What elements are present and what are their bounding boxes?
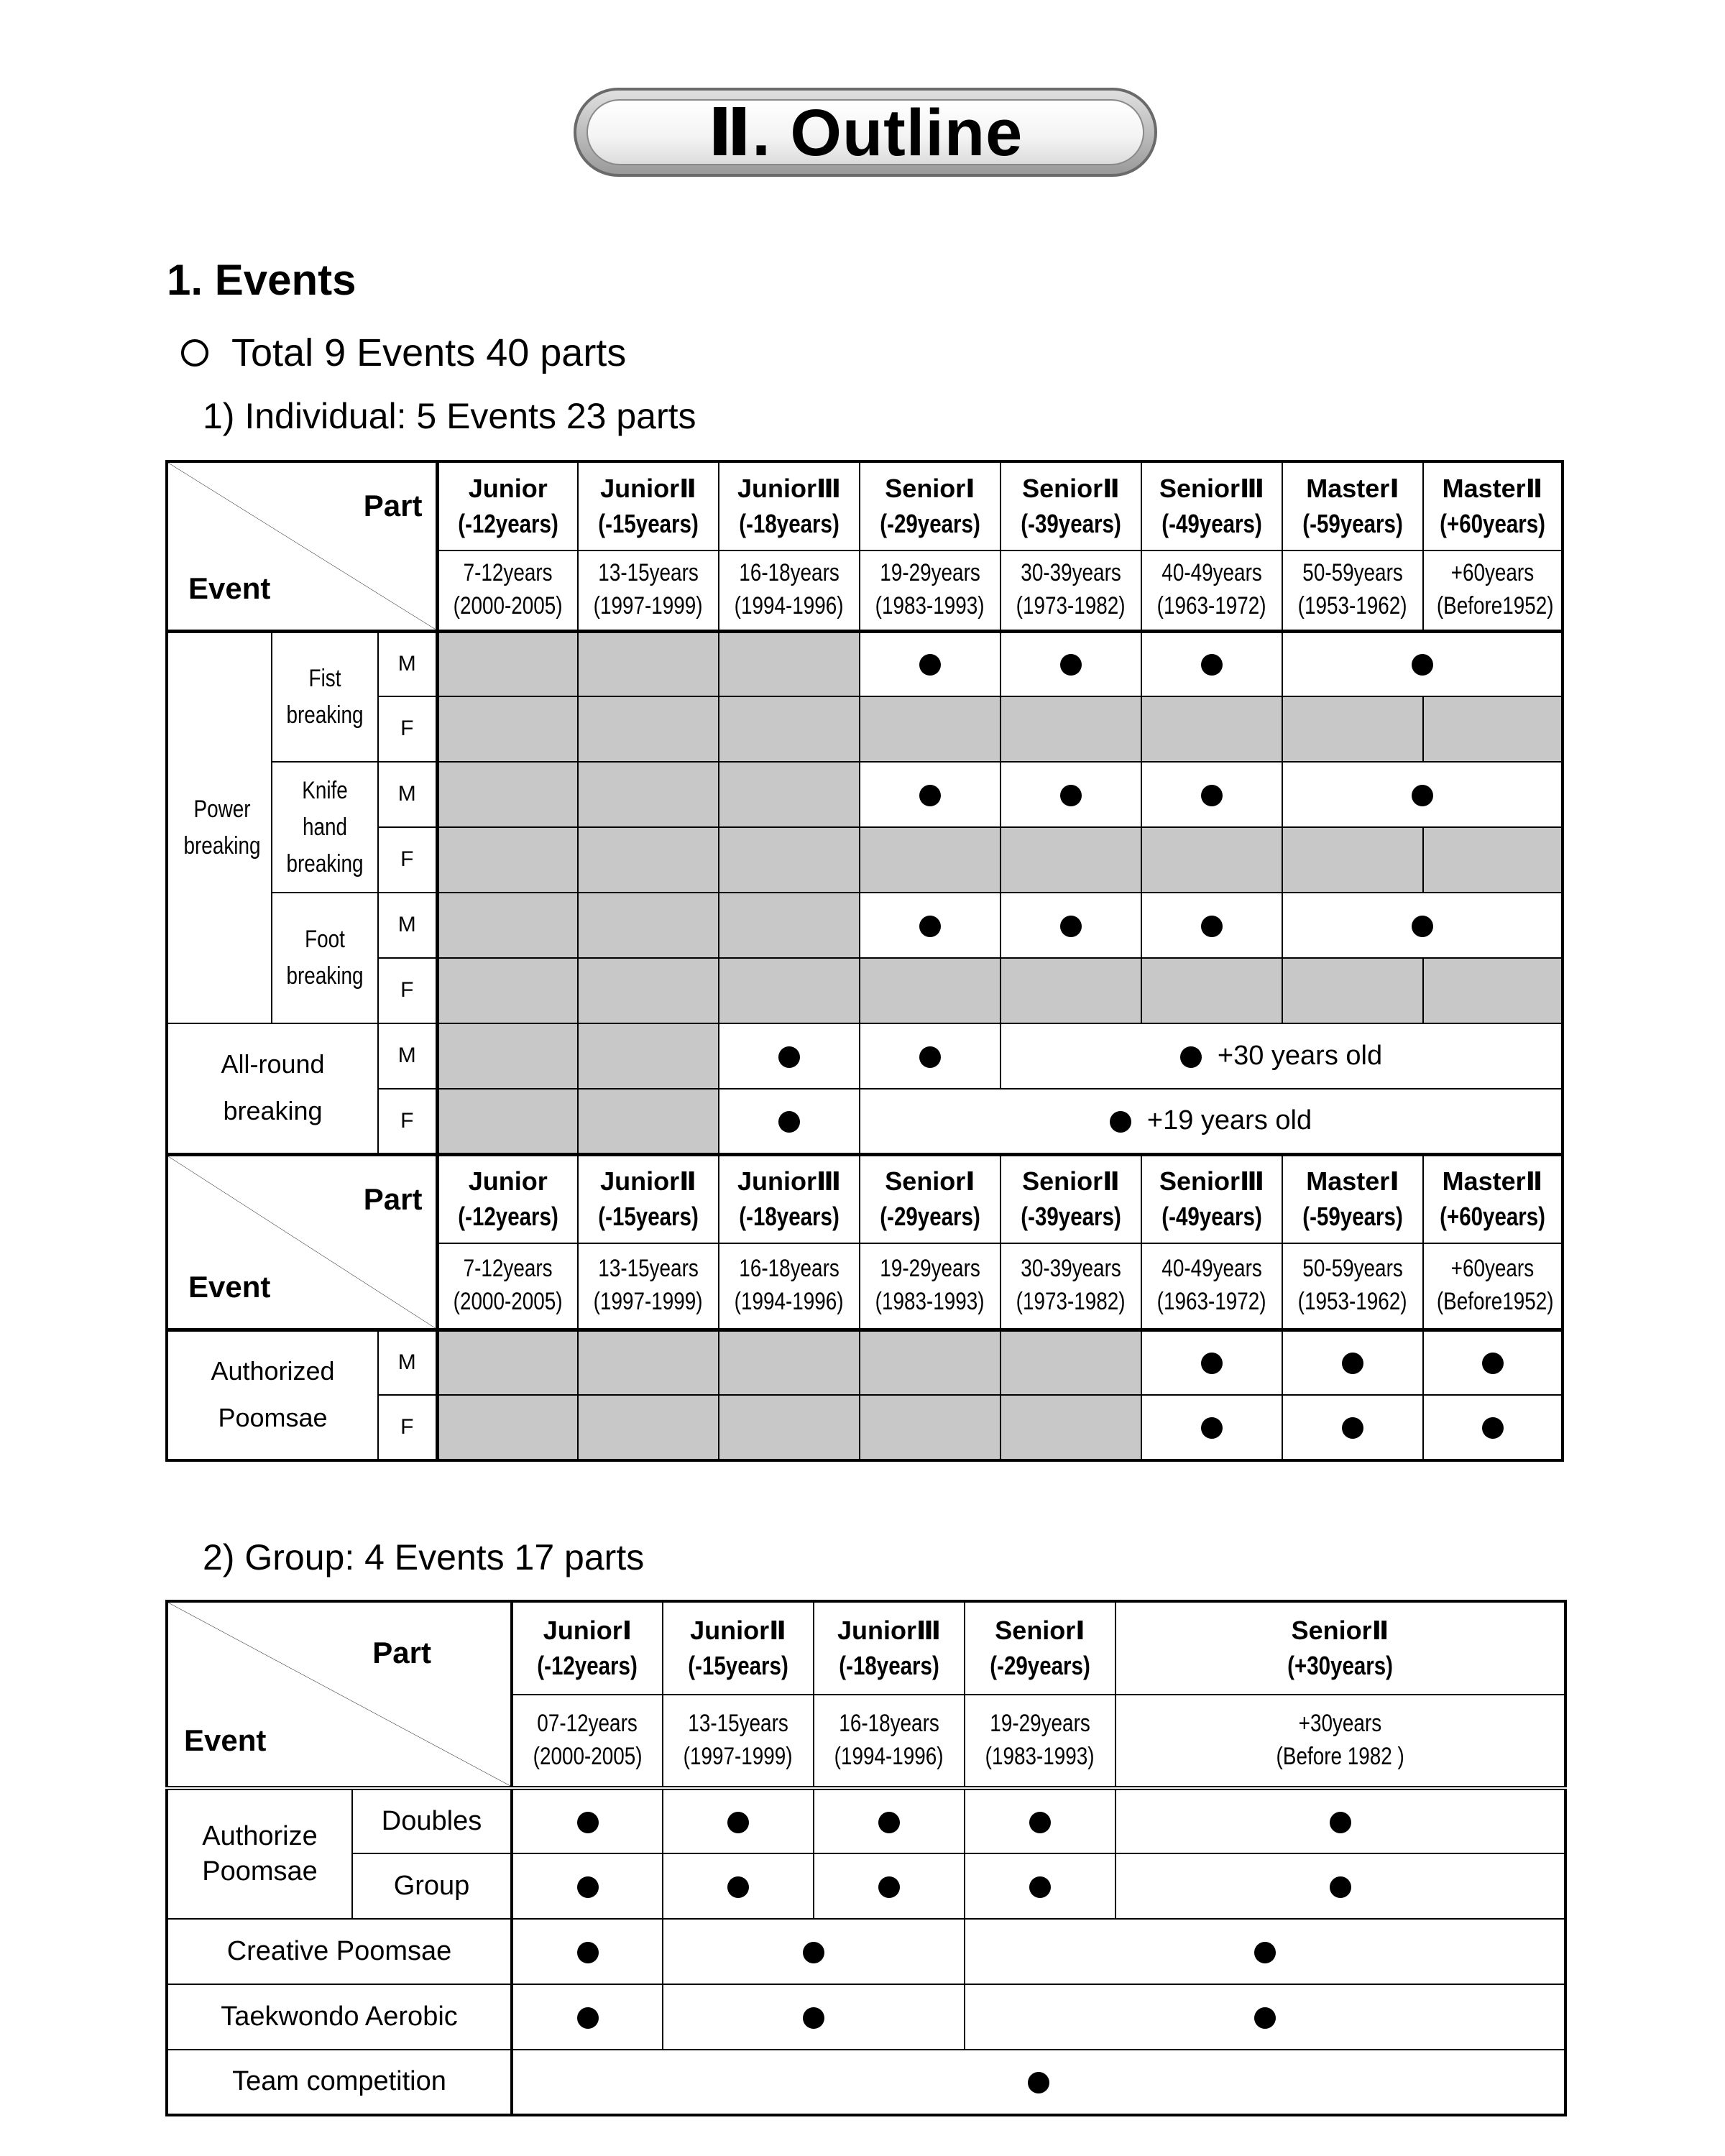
bullet-dot-icon (1110, 1111, 1131, 1133)
bullet-dot-icon (1029, 1876, 1051, 1898)
part-range: 13-15years (1997-1999) (663, 1695, 814, 1788)
note-30-years: +30 years old (1000, 1023, 1563, 1089)
part-range: 07-12years (2000-2005) (512, 1695, 663, 1788)
bullet-dot-icon (1060, 654, 1082, 676)
bullet-dot-icon (1201, 785, 1223, 806)
doubles-label: Doubles (352, 1788, 512, 1853)
gender-f: F (378, 958, 437, 1023)
part-header: SeniorⅠ (-29years) (860, 1154, 1000, 1243)
individual-events-table (165, 460, 1564, 1462)
part-header: SeniorⅡ (-39years) (1000, 1154, 1141, 1243)
bullet-dot-icon (577, 1942, 599, 1963)
part-header: JuniorⅢ (-18years) (719, 461, 860, 550)
bullet-dot-icon (577, 1812, 599, 1833)
bullet-dot-icon (1201, 916, 1223, 937)
bullet-dot-icon (1482, 1353, 1504, 1374)
part-header: Junior (-12years) (437, 461, 578, 550)
bullet-dot-icon (1482, 1417, 1504, 1439)
part-range: +30years (Before 1982 ) (1116, 1695, 1565, 1788)
group-label: Group (352, 1853, 512, 1919)
page-title: Ⅱ. Outline (707, 96, 1024, 170)
part-header: MasterⅠ (-59years) (1282, 1154, 1423, 1243)
bullet-dot-icon (1342, 1417, 1363, 1439)
part-range: 19-29years (1983-1993) (860, 1243, 1000, 1330)
part-header: SeniorⅡ (+30years) (1116, 1601, 1565, 1695)
part-range: 13-15years (1997-1999) (578, 1243, 719, 1330)
part-range: 19-29years (1983-1993) (965, 1695, 1116, 1788)
bullet-dot-icon (577, 2007, 599, 2029)
part-header: MasterⅡ (+60years) (1423, 461, 1563, 550)
gender-m: M (378, 1330, 437, 1395)
bullet-dot-icon (878, 1876, 900, 1898)
bullet-dot-icon (577, 1876, 599, 1898)
knife-hand-breaking-label: Knife hand breaking (272, 762, 378, 893)
title-banner (574, 88, 1157, 177)
part-range: 7-12years (2000-2005) (437, 1243, 578, 1330)
part-header: MasterⅡ (+60years) (1423, 1154, 1563, 1243)
gender-m: M (378, 1023, 437, 1089)
part-header: SeniorⅢ (-49years) (1141, 1154, 1282, 1243)
part-range: +60years (Before1952) (1423, 550, 1563, 631)
bullet-dot-icon (727, 1876, 749, 1898)
part-range: 50-59years (1953-1962) (1282, 1243, 1423, 1330)
bullet-dot-icon (1412, 654, 1433, 676)
group-heading: 2) Group: 4 Events 17 parts (203, 1537, 645, 1577)
bullet-dot-icon (803, 2007, 824, 2029)
total-heading (181, 331, 626, 375)
team-competition-label: Team competition (167, 2050, 512, 2115)
bullet-dot-icon (919, 654, 941, 676)
section-heading: 1. Events (167, 256, 356, 304)
bullet-dot-icon (1254, 1942, 1276, 1963)
part-range: 40-49years (1963-1972) (1141, 1243, 1282, 1330)
part-label: Part (363, 1181, 423, 1216)
bullet-dot-icon (1342, 1353, 1363, 1374)
gender-m: M (378, 631, 437, 696)
bullet-dot-icon (919, 1046, 941, 1068)
part-header: MasterⅠ (-59years) (1282, 461, 1423, 550)
bullet-dot-icon (1412, 916, 1433, 937)
part-range: 16-18years (1994-1996) (814, 1695, 965, 1788)
bullet-dot-icon (1060, 785, 1082, 806)
bullet-dot-icon (1029, 1812, 1051, 1833)
part-event-header (167, 461, 437, 631)
gender-f: F (378, 827, 437, 893)
bullet-dot-icon (727, 1812, 749, 1833)
gender-f: F (378, 1089, 437, 1154)
foot-breaking-label: Foot breaking (272, 893, 378, 1023)
gender-f: F (378, 1395, 437, 1460)
bullet-dot-icon (1201, 1417, 1223, 1439)
bullet-dot-icon (1330, 1812, 1351, 1833)
bullet-dot-icon (1201, 1353, 1223, 1374)
part-event-header (167, 1154, 437, 1330)
part-header: SeniorⅠ (-29years) (965, 1601, 1116, 1695)
bullet-dot-icon (919, 785, 941, 806)
part-range: 30-39years (1973-1982) (1000, 1243, 1141, 1330)
authorized-poomsae-label: Authorized Poomsae (167, 1330, 378, 1460)
part-header: JuniorⅡ (-15years) (578, 1154, 719, 1243)
gender-m: M (378, 893, 437, 958)
part-range: 7-12years (2000-2005) (437, 550, 578, 631)
note-19-years: +19 years old (860, 1089, 1563, 1154)
group-events-table (165, 1600, 1567, 2116)
part-header: SeniorⅢ (-49years) (1141, 461, 1282, 550)
total-text: Total 9 Events 40 parts (231, 331, 627, 374)
bullet-dot-icon (1028, 2072, 1049, 2093)
bullet-dot-icon (1254, 2007, 1276, 2029)
bullet-dot-icon (778, 1111, 800, 1133)
part-header: Junior (-12years) (437, 1154, 578, 1243)
part-range: 13-15years (1997-1999) (578, 550, 719, 631)
part-header: JuniorⅡ (-15years) (663, 1601, 814, 1695)
part-range: 19-29years (1983-1993) (860, 550, 1000, 631)
authorize-poomsae-label: Authorize Poomsae (167, 1788, 352, 1919)
bullet-dot-icon (1060, 916, 1082, 937)
part-event-header (167, 1601, 512, 1788)
gender-m: M (378, 762, 437, 827)
part-range: 50-59years (1953-1962) (1282, 550, 1423, 631)
part-header: SeniorⅡ (-39years) (1000, 461, 1141, 550)
event-label: Event (188, 571, 271, 605)
bullet-dot-icon (1201, 654, 1223, 676)
fist-breaking-label: Fist breaking (272, 631, 378, 762)
taekwondo-aerobic-label: Taekwondo Aerobic (167, 1984, 512, 2050)
bullet-dot-icon (919, 916, 941, 937)
part-header: JuniorⅡ (-15years) (578, 461, 719, 550)
part-label: Part (363, 489, 423, 522)
part-range: 40-49years (1963-1972) (1141, 550, 1282, 631)
power-breaking-label: Power breaking (167, 631, 272, 1023)
event-label: Event (188, 1269, 271, 1304)
part-header: JuniorⅢ (-18years) (814, 1601, 965, 1695)
part-label: Part (372, 1636, 431, 1669)
bullet-circle-icon (181, 339, 208, 367)
bullet-dot-icon (1180, 1046, 1202, 1068)
part-range: +60years (Before1952) (1423, 1243, 1563, 1330)
part-range: 16-18years (1994-1996) (719, 1243, 860, 1330)
all-round-breaking-label: All-round breaking (167, 1023, 378, 1154)
part-range: 30-39years (1973-1982) (1000, 550, 1141, 631)
part-header: SeniorⅠ (-29years) (860, 461, 1000, 550)
individual-heading: 1) Individual: 5 Events 23 parts (203, 396, 696, 436)
bullet-dot-icon (878, 1812, 900, 1833)
bullet-dot-icon (803, 1942, 824, 1963)
part-range: 16-18years (1994-1996) (719, 550, 860, 631)
bullet-dot-icon (1412, 785, 1433, 806)
event-label: Event (184, 1723, 267, 1758)
bullet-dot-icon (778, 1046, 800, 1068)
part-header: JuniorⅠ (-12years) (512, 1601, 663, 1695)
gender-f: F (378, 696, 437, 762)
part-header: JuniorⅢ (-18years) (719, 1154, 860, 1243)
bullet-dot-icon (1330, 1876, 1351, 1898)
creative-poomsae-label: Creative Poomsae (167, 1919, 512, 1984)
